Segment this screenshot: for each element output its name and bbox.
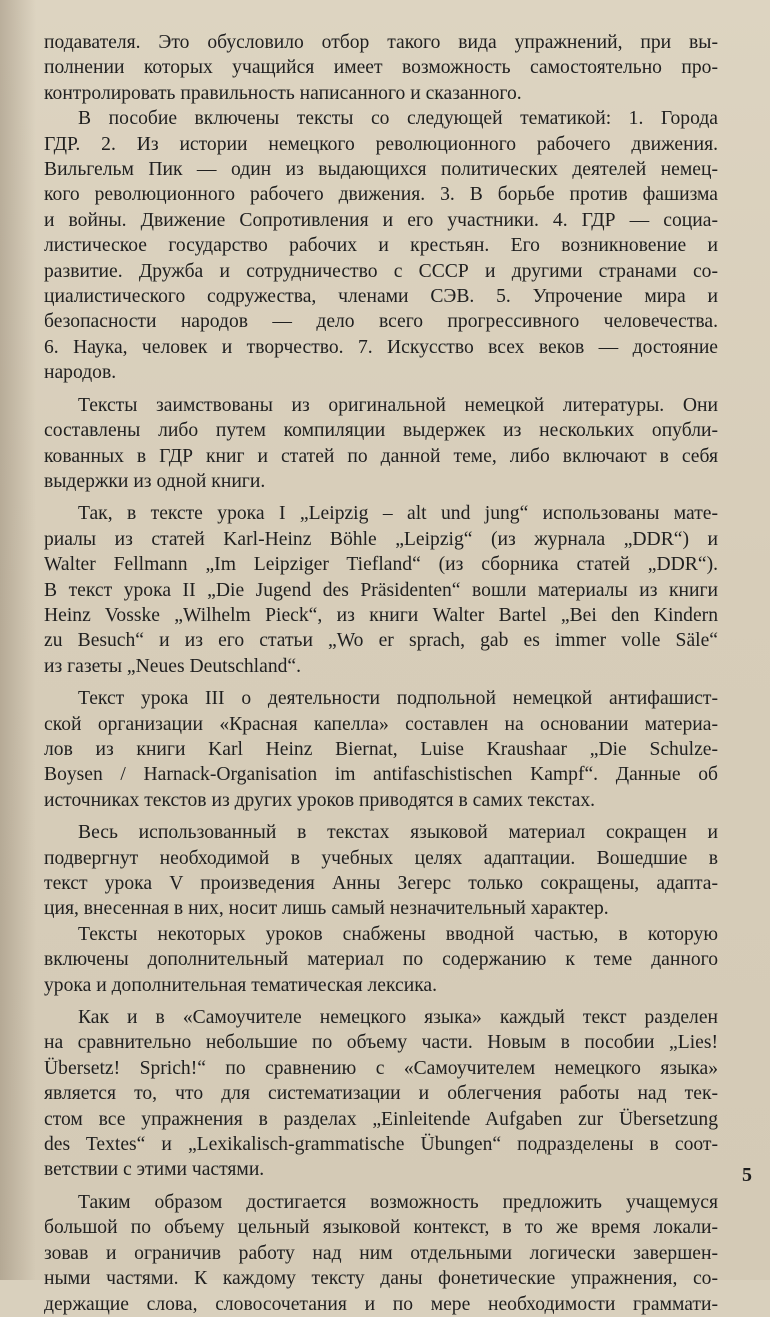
text-line: лов из книги Karl Heinz Biernat, Luise Kraushaar „Die Schulze-: [44, 738, 718, 760]
text-line: ция, внесенная в них, носит лишь самый незначительный характер.: [44, 898, 609, 920]
paragraph-4: [44, 501, 718, 679]
page-shadow: [0, 0, 36, 1280]
text-line: Heinz Vosske „Wilhelm Pieck“, из книги Walter Bartel „Bei den Kindern: [44, 604, 718, 626]
text-line: Так, в тексте урока I „Leipzig – alt und jung“ использованы мате-: [78, 503, 718, 525]
text-line: Boysen / Harnack-Organisation im antifaschistischen Kampf“. Данные об: [44, 764, 718, 786]
paragraph-gap: [44, 494, 718, 501]
text-line: источниках текстов из других уроков приводятся в самих текстах.: [44, 789, 596, 811]
text-line: большой по объему цельный языковой контекст, в то же время локали-: [44, 1217, 718, 1239]
text-line: включены дополнительный материал по содержанию к теме данного: [44, 949, 718, 971]
text-line: контролировать правильность написанного и сказанного.: [44, 82, 522, 104]
text-line: стом все упражнения в разделах „Einleitende Aufgaben zur Übersetzung: [44, 1108, 718, 1130]
text-line: зовав и ограничив работу над ним отдельными логически завершен-: [44, 1242, 718, 1264]
paragraph-7: [44, 922, 718, 998]
text-line: Тексты некоторых уроков снабжены вводной частью, в которую: [78, 923, 718, 945]
text-line: zu Besuch“ и из его статьи „Wo er sprach, gab es immer volle Säle“: [44, 630, 718, 652]
text-line: полнении которых учащийся имеет возможность самостоятельно про-: [44, 57, 718, 79]
paragraph-gap: [44, 386, 718, 393]
paragraph-5: [44, 686, 718, 813]
text-line: ными частями. К каждому тексту даны фонетические упражнения, со-: [44, 1268, 718, 1290]
text-line: Вильгельм Пик — один из выдающихся политических деятелей немец-: [44, 159, 718, 181]
text-line: кованных в ГДР книг и статей по данной теме, либо включают в себя: [44, 445, 718, 467]
text-line: В пособие включены тексты со следующей тематикой: 1. Города: [78, 108, 718, 130]
text-line: урока и дополнительная тематическая лексика.: [44, 974, 438, 996]
paragraph-1: [44, 30, 718, 106]
text-line: ской организации «Красная капелла» составлен на основании материа-: [44, 713, 718, 735]
text-line: безопасности народов — дело всего прогрессивного человечества.: [44, 311, 718, 333]
text-line: и войны. Движение Сопротивления и его участники. 4. ГДР — социа-: [44, 209, 718, 231]
text-line: ГДР. 2. Из истории немецкого революционного рабочего движения.: [44, 133, 718, 155]
text-line: кого революционного рабочего движения. 3. В борьбе против фашизма: [44, 184, 718, 206]
paragraph-8: [44, 1005, 718, 1183]
text-line: Таким образом достигается возможность предложить учащемуся: [78, 1191, 718, 1213]
text-line: Как и в «Самоучителе немецкого языка» каждый текст разделен: [78, 1007, 718, 1029]
page-number: 5: [742, 1164, 752, 1186]
text-line: ветствии с этими частями.: [44, 1159, 265, 1181]
text-line: из газеты „Neues Deutschland“.: [44, 655, 302, 677]
text-line: риалы из статей Karl-Heinz Böhle „Leipzig“ (из журнала „DDR“) и: [44, 528, 718, 550]
text-line: 6. Наука, человек и творчество. 7. Искусство всех веков — достояние: [44, 336, 718, 358]
text-line: des Textes“ и „Lexikalisch-grammatische Übungen“ подразделены в соот-: [44, 1134, 718, 1156]
text-line: выдержки из одной книги.: [44, 470, 266, 492]
paragraph-9: [44, 1190, 718, 1317]
text-line: Тексты заимствованы из оригинальной немецкой литературы. Они: [78, 394, 718, 416]
paragraph-6: [44, 820, 718, 922]
text-line: Walter Fellmann „Im Leipziger Tiefland“ (из сборника статей „DDR“).: [44, 554, 718, 576]
paragraph-gap: [44, 998, 718, 1005]
text-line: В текст урока II „Die Jugend des Präsidenten“ вошли материалы из книги: [44, 579, 718, 601]
text-line: является то, что для систематизации и облегчения работы над тек-: [44, 1083, 718, 1105]
paragraph-gap: [44, 679, 718, 686]
text-line: Текст урока III о деятельности подпольной немецкой антифашист-: [78, 688, 718, 710]
paragraph-gap: [44, 813, 718, 820]
text-line: листическое государство рабочих и крестьян. Его возникновение и: [44, 235, 718, 257]
text-line: подвергнут необходимой в учебных целях адаптации. Вошедшие в: [44, 847, 718, 869]
text-line: циалистического содружества, членами СЭВ. 5. Упрочение мира и: [44, 286, 718, 308]
text-line: Весь использованный в текстах языковой материал сокращен и: [78, 822, 718, 844]
text-line: подавателя. Это обусловило отбор такого вида упражнений, при вы-: [44, 32, 718, 53]
paragraph-2: [44, 106, 718, 385]
text-line: держащие слова, словосочетания и по мере необходимости граммати-: [44, 1293, 718, 1315]
paragraph-gap: [44, 1183, 718, 1190]
text-line: на сравнительно небольшие по объему части. Новым в пособии „Lies!: [44, 1032, 718, 1054]
body-text: [44, 30, 718, 1317]
text-line: народов.: [44, 362, 117, 384]
text-line: составлены либо путем компиляции выдержек из нескольких опубли-: [44, 420, 718, 442]
text-line: текст урока V произведения Анны Зегерс только сокращены, адапта-: [44, 873, 718, 894]
text-line: развитие. Дружба и сотрудничество с СССР и другими странами со-: [44, 260, 718, 282]
paragraph-3: [44, 393, 718, 495]
text-line: Übersetz! Sprich!“ по сравнению с «Самоучителем немецкого языка»: [44, 1057, 718, 1079]
